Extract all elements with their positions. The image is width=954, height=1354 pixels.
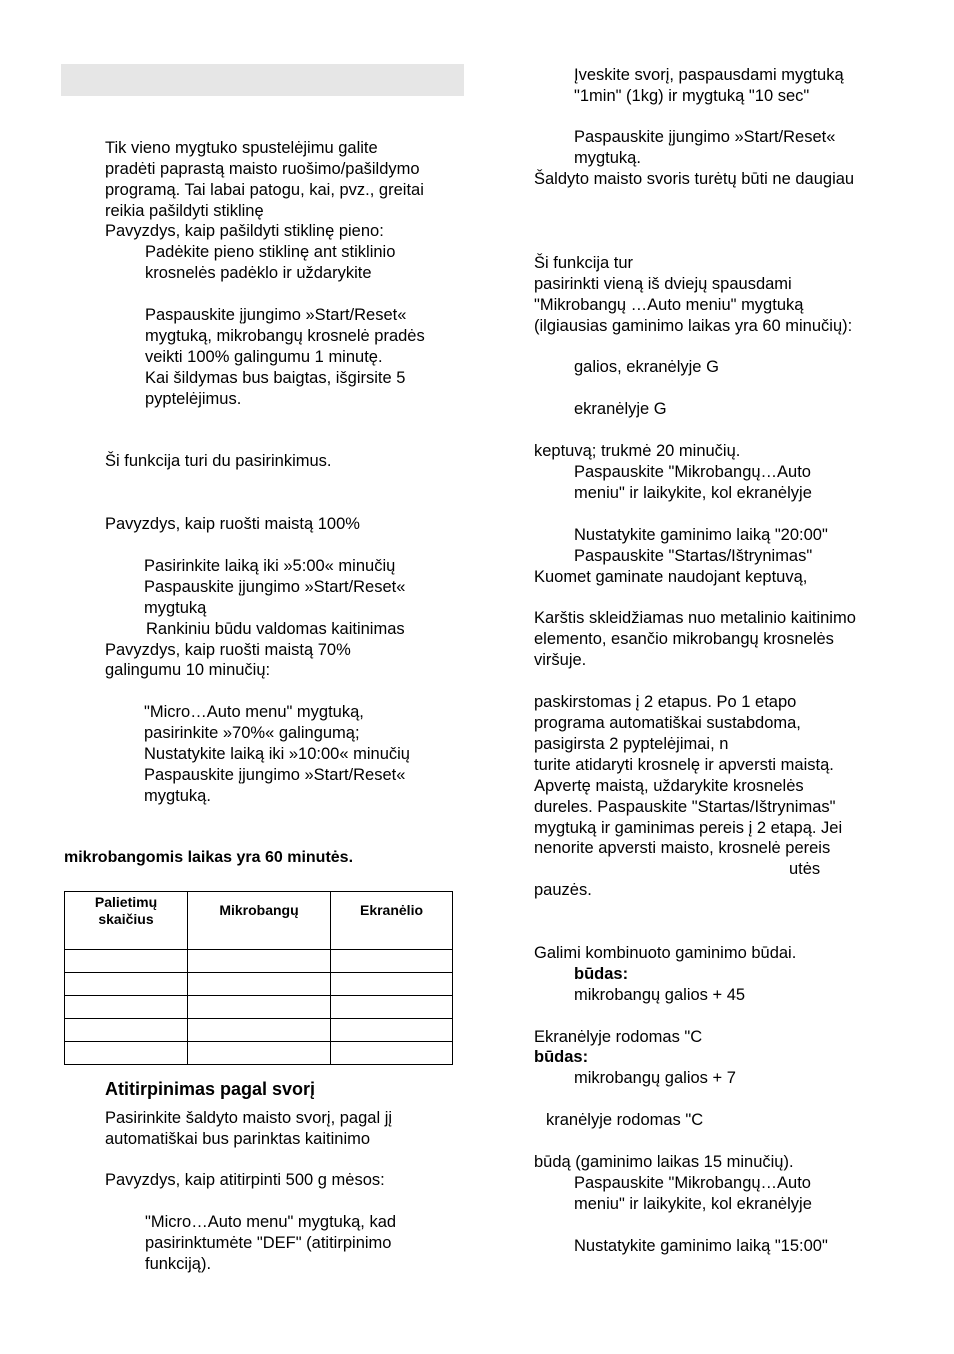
- grill-duration: keptuvą; trukmė 20 minučių.: [534, 442, 741, 460]
- manual-heating-label: Rankiniu būdu valdomas kaitinimas: [146, 620, 405, 638]
- defrost-heading: Atitirpinimas pagal svorį: [105, 1079, 316, 1099]
- start-step: Paspauskite įjungimo »Start/Reset«: [574, 128, 836, 146]
- heat-note: viršuje.: [534, 651, 587, 669]
- example-100-title: Pavyzdys, kaip ruošti maistą 100%: [105, 515, 360, 533]
- step-70: pasirinkite »70%« galingumą;: [144, 724, 360, 742]
- heat-note: Karštis skleidžiamas nuo metalinio kaitinimo: [534, 609, 856, 627]
- stages-text: paskirstomas į 2 etapus. Po 1 etapo: [534, 693, 797, 711]
- stages-text: dureles. Paspauskite "Startas/Ištrynimas": [534, 798, 836, 816]
- step-100: mygtuką: [144, 599, 207, 617]
- table-row: [65, 973, 453, 996]
- table-header-row: [65, 892, 453, 950]
- milk-step: pyptelėjimus.: [145, 390, 242, 408]
- intro-line: pradėti paprastą maisto ruošimo/pašildymo: [105, 160, 420, 178]
- combo-duration: būdą (gaminimo laikas 15 minučių).: [534, 1153, 794, 1171]
- intro-line: reikia pašildyti stiklinę: [105, 202, 264, 220]
- combo-step: Nustatykite gaminimo laiką "15:00": [574, 1237, 828, 1255]
- milk-step: veikti 100% galingumu 1 minutę.: [145, 348, 383, 366]
- defrost-step: "Micro…Auto menu" mygtuką, kad: [145, 1213, 397, 1231]
- grill-intro: pasirinkti vieną iš dviejų spausdami: [534, 275, 792, 293]
- grill-using-note: Kuomet gaminate naudojant keptuvą,: [534, 568, 808, 586]
- grill-option-b: ekranėlyje G: [574, 400, 667, 418]
- table-header-touches: Palietimų skaičius: [65, 892, 188, 950]
- example-70-title: Pavyzdys, kaip ruošti maistą 70%: [105, 641, 351, 659]
- table-row: [65, 1019, 453, 1042]
- step-70: mygtuką.: [144, 787, 211, 805]
- weight-step: Įveskite svorį, paspausdami mygtuką: [574, 66, 844, 84]
- milk-step: Padėkite pieno stiklinę ant stiklinio: [145, 243, 396, 261]
- mode1-label: būdas:: [574, 965, 629, 983]
- combo-step: meniu" ir laikykite, kol ekranėlyje: [574, 1195, 812, 1213]
- stages-text: mygtuką ir gaminimas pereis į 2 etapą. Jei: [534, 819, 843, 837]
- grill-intro: Ši funkcija tur: [534, 254, 634, 272]
- stages-text: Apvertę maistą, uždarykite krosnelės: [534, 777, 804, 795]
- stages-text: utės: [789, 860, 821, 878]
- section-header-bar: [61, 64, 464, 96]
- combo-intro: Galimi kombinuoto gaminimo būdai.: [534, 944, 797, 962]
- milk-example-title: Pavyzdys, kaip pašildyti stiklinę pieno:: [105, 222, 384, 240]
- stages-text: programa automatiškai sustabdoma,: [534, 714, 801, 732]
- heat-note: elemento, esančio mikrobangų krosnelės: [534, 630, 834, 648]
- table-row: [65, 1042, 453, 1065]
- milk-step: krosnelės padėklo ir uždarykite: [145, 264, 372, 282]
- table-row: [65, 996, 453, 1019]
- mode1-power: mikrobangų galios + 45: [574, 986, 746, 1004]
- touch-power-table: [64, 891, 453, 1065]
- start-step: mygtuką.: [574, 149, 641, 167]
- stages-text: pauzės.: [534, 881, 592, 899]
- grill-option-a: galios, ekranėlyje G: [574, 358, 719, 376]
- grill-intro: (ilgiausias gaminimo laikas yra 60 minučių):: [534, 317, 853, 335]
- frozen-weight-note: Šaldyto maisto svoris turėtų būti ne daugiau: [534, 170, 855, 188]
- grill-step: Paspauskite "Mikrobangų…Auto: [574, 463, 811, 481]
- mode2-power: mikrobangų galios + 7: [574, 1069, 736, 1087]
- intro-line: Tik vieno mygtuko spustelėjimu galite: [105, 139, 378, 157]
- stages-text: pasigirsta 2 pyptelėjimai, n: [534, 735, 729, 753]
- step-100: Pasirinkite laiką iki »5:00« minučių: [144, 557, 396, 575]
- grill-step: meniu" ir laikykite, kol ekranėlyje: [574, 484, 812, 502]
- table-header-display: Ekranėlio: [331, 892, 453, 950]
- milk-step: Paspauskite įjungimo »Start/Reset«: [145, 306, 407, 324]
- defrost-intro: Pasirinkite šaldyto maisto svorį, pagal jį: [105, 1109, 393, 1127]
- milk-step: mygtuką, mikrobangų krosnelė pradės: [145, 327, 425, 345]
- max-time-note: mikrobangomis laikas yra 60 minutės.: [64, 849, 354, 866]
- combo-step: Paspauskite "Mikrobangų…Auto: [574, 1174, 811, 1192]
- function-options-text: Ši funkcija turi du pasirinkimus.: [105, 452, 332, 470]
- stages-text: turite atidaryti krosnelę ir apversti maistą.: [534, 756, 834, 774]
- intro-line: programą. Tai labai patogu, kai, pvz., greitai: [105, 181, 424, 199]
- table-header-microwave: Mikrobangų: [188, 892, 331, 950]
- mode2-display: kranėlyje rodomas "C: [546, 1111, 704, 1129]
- defrost-intro: automatiškai bus parinktas kaitinimo: [105, 1130, 371, 1148]
- mode1-display: Ekranėlyje rodomas "C: [534, 1028, 703, 1046]
- defrost-step: funkciją).: [145, 1255, 212, 1273]
- grill-step: Nustatykite gaminimo laiką "20:00": [574, 526, 828, 544]
- grill-intro: "Mikrobangų …Auto meniu" mygtuką: [534, 296, 804, 314]
- table-row: [65, 950, 453, 973]
- mode2-label: būdas:: [534, 1048, 589, 1066]
- step-70: "Micro…Auto menu" mygtuką,: [144, 703, 364, 721]
- step-100: Paspauskite įjungimo »Start/Reset«: [144, 578, 406, 596]
- step-70: Nustatykite laiką iki »10:00« minučių: [144, 745, 410, 763]
- milk-step: Kai šildymas bus baigtas, išgirsite 5: [145, 369, 406, 387]
- defrost-example-title: Pavyzdys, kaip atitirpinti 500 g mėsos:: [105, 1171, 385, 1189]
- example-70-title: galingumu 10 minučių:: [105, 661, 271, 679]
- defrost-step: pasirinktumėte "DEF" (atitirpinimo: [145, 1234, 392, 1252]
- step-70: Paspauskite įjungimo »Start/Reset«: [144, 766, 406, 784]
- stages-text: nenorite apversti maisto, krosnelė pereis: [534, 839, 831, 857]
- weight-step: "1min" (1kg) ir mygtuką "10 sec": [574, 87, 810, 105]
- grill-step: Paspauskite "Startas/Ištrynimas": [574, 547, 813, 565]
